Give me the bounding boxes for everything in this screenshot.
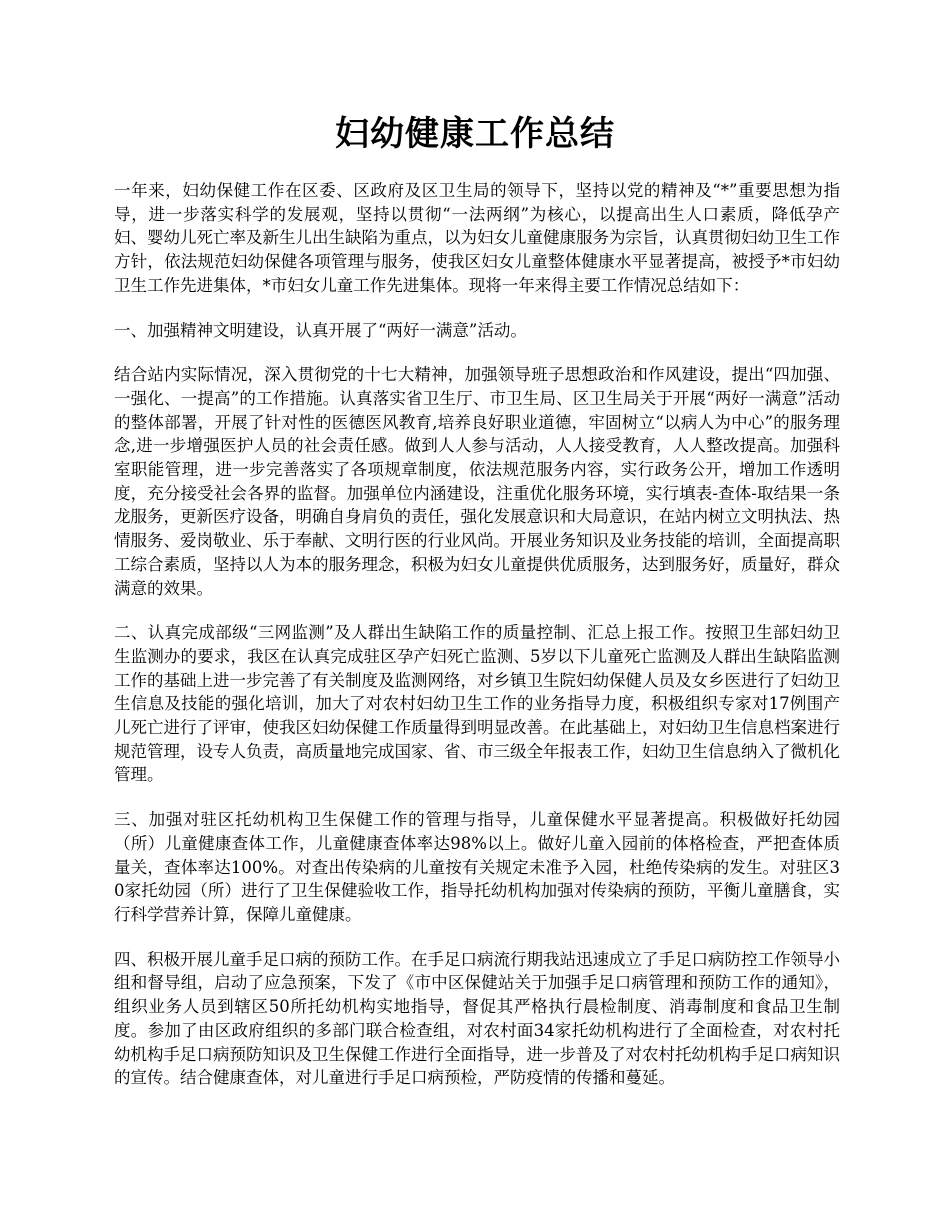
document-title: 妇幼健康工作总结 xyxy=(335,114,615,154)
intro-paragraph: 一年来，妇幼保健工作在区委、区政府及区卫生局的领导下，坚持以党的精神及“*”重要思想为指导，进一步落实科学的发展观，坚持以贯彻“一法两纲”为核心，以提高出生人口素质，降低孕产妇、婴幼儿死亡率及新生儿出生缺陷为重点，以为妇女儿童健康服务为宗旨，认真贯彻妇幼卫生工作方针，依法规范妇幼保健各项管理与服务，使我区妇女儿童整体健康水平显著提高，被授予*市妇幼卫生工作先进集体，*市妇女儿童工作先进集体。现将一年来得主要工作情况总结如下： xyxy=(114,181,840,295)
document-body xyxy=(114,179,840,1111)
section-1-heading: 一、加强精神文明建设，认真开展了“两好一满意”活动。 xyxy=(114,320,527,340)
section-4-paragraph: 四、积极开展儿童手足口病的预防工作。在手足口病流行期我站迅速成立了手足口病防控工作领导小组和督导组，启动了应急预案，下发了《市中区保健站关于加强手足口病管理和预防工作的通知》，组织业务人员到辖区50所托幼机构实地指导，督促其严格执行晨检制度、消毒制度和食品卫生制度。参加了由区政府组织的多部门联合检查组，对农村面34家托幼机构进行了全面检查，对农村托幼机构手足口病预防知识及卫生保健工作进行全面指导，进一步普及了对农村托幼机构手足口病知识的宣传。结合健康查体，对儿童进行手足口病预检，严防疫情的传播和蔓延。 xyxy=(114,949,840,1088)
section-1-paragraph: 结合站内实际情况，深入贯彻党的十七大精神，加强领导班子思想政治和作风建设，提出“四加强、一强化、一提高”的工作措施。认真落实省卫生厅、市卫生局、区卫生局关于开展“两好一满意”活动的整体部署，开展了针对性的医德医风教育,培养良好职业道德，牢固树立“以病人为中心”的服务理念,进一步增强医护人员的社会责任感。做到人人参与活动，人人接受教育，人人整改提高。加强科室职能管理，进一步完善落实了各项规章制度，依法规范服务内容，实行政务公开，增加工作透明度，充分接受社会各界的监督。加强单位内涵建设，注重优化服务环境，实行填表-查体-取结果一条龙服务，更新医疗设备，明确自身肩负的责任，强化发展意识和大局意识，在站内树立文明执法、热情服务、爱岗敬业、乐于奉献、文明行医的行业风尚。开展业务知识及业务技能的培训，全面提高职工综合素质，坚持以人为本的服务理念，积极为妇女儿童提供优质服务，达到服务好，质量好，群众满意的效果。 xyxy=(114,365,840,598)
section-2-paragraph: 二、认真完成部级“三网监测”及人群出生缺陷工作的质量控制、汇总上报工作。按照卫生部妇幼卫生监测办的要求，我区在认真完成驻区孕产妇死亡监测、5岁以下儿童死亡监测及人群出生缺陷监测工作的基础上进一步完善了有关制度及监测网络，对乡镇卫生院妇幼保健人员及女乡医进行了妇幼卫生信息及技能的强化培训，加大了对农村妇幼卫生工作的业务指导力度，积极组织专家对17例围产儿死亡进行了评审，使我区妇幼保健工作质量得到明显改善。在此基础上，对妇幼卫生信息档案进行规范管理，设专人负责，高质量地完成国家、省、市三级全年报表工作，妇幼卫生信息纳入了微机化管理。 xyxy=(114,623,840,785)
section-3-paragraph: 三、加强对驻区托幼机构卫生保健工作的管理与指导，儿童保健水平显著提高。积极做好托幼园（所）儿童健康查体工作，儿童健康查体率达98%以上。做好儿童入园前的体格检查，严把查体质量关，查体率达100%。对查出传染病的儿童按有关规定未准予入园，杜绝传染病的发生。对驻区30家托幼园（所）进行了卫生保健验收工作，指导托幼机构加强对传染病的预防，平衡儿童膳食，实行科学营养计算，保障儿童健康。 xyxy=(114,810,840,924)
